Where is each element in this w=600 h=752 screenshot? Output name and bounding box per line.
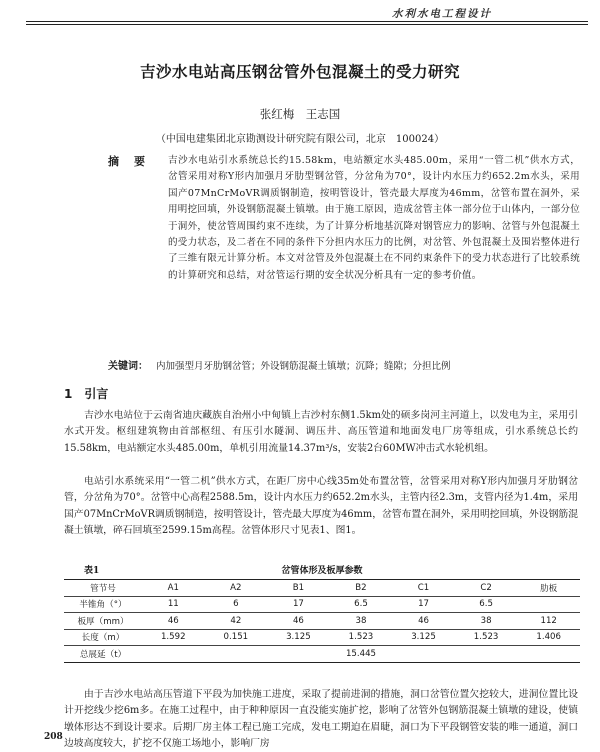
table-row <box>64 596 580 613</box>
section-heading-introduction: 1 引言 <box>64 387 109 401</box>
abstract-label: 摘 要 <box>108 155 147 168</box>
table-cell: 17 <box>267 596 330 613</box>
table-header-row <box>64 580 580 597</box>
table-cell: 6.5 <box>455 596 518 613</box>
paragraph-2: 电站引水系统采用“一管二机”供水方式，在距厂房中心线35m处布置岔管，岔管采用对称Y形内加强月牙肋钢岔管，分岔角为70°。岔管中心高程2588.5m，设计内水压力约652.2m水头，主管内径2.3m，支管内径为1.4m，采用国产07MnCrMoVR调质钢制造，按明管设计，管壳最大厚度为46mm，岔管布置在洞外，采用明挖回填，外设钢筋混凝土镇墩，碎石回填至2599.15m高程。岔管体形尺寸见表1、图1。 <box>64 476 578 536</box>
table-cell: 1.523 <box>455 629 518 646</box>
table-cell: 46 <box>142 613 205 630</box>
parameter-table <box>64 579 580 663</box>
paper-title: 吉沙水电站高压钢岔管外包混凝土的受力研究 <box>139 63 460 81</box>
authors: 张红梅 王志国 <box>259 107 341 121</box>
table-caption <box>64 563 580 577</box>
table-row <box>64 613 580 630</box>
table-cell: 1.592 <box>142 629 205 646</box>
keywords-text: 内加强型月牙肋钢岔管；外设钢筋混凝土镇墩；沉降；缝隙；分担比例 <box>156 361 451 372</box>
table-total-row <box>64 646 580 663</box>
running-head: 水利水电工程设计 <box>392 8 492 20</box>
affiliation: （中国电建集团北京勘测设计研究院有限公司，北京 100024） <box>155 134 445 145</box>
table-cell: 半锥角（°） <box>64 596 142 613</box>
header-rule-thin <box>26 24 588 25</box>
table-cell: 46 <box>267 613 330 630</box>
table-cell: 17 <box>392 596 455 613</box>
table-cell: 0.151 <box>205 629 268 646</box>
table-cell: 长度（m） <box>64 629 142 646</box>
page-number: 208 <box>44 732 63 742</box>
table-header-cell: 管节号 <box>64 580 142 597</box>
table-cell: 板厚（mm） <box>64 613 142 630</box>
table-cell: 11 <box>142 596 205 613</box>
header-rule <box>26 21 588 22</box>
table-cell <box>517 596 580 613</box>
table-label: 表1 <box>84 566 100 576</box>
table-header-cell: 肋板 <box>517 580 580 597</box>
table-cell: 6 <box>205 596 268 613</box>
paragraph-1: 吉沙水电站位于云南省迪庆藏族自治州小中甸镇上吉沙村东侧1.5km处的硕多岗河主河道上，以发电为主，采用引水式开发。枢纽建筑物由首部枢纽、有压引水隧洞、调压井、高压管道和地面发电厂房等组成，引水系统总长约15.58km，电站额定水头485.00m，单机引用流量14.37m³/s，安装2台60MW冲击式水轮机组。 <box>64 410 578 454</box>
table-header-cell: C1 <box>392 580 455 597</box>
table-cell: 38 <box>330 613 393 630</box>
table-1 <box>64 563 580 663</box>
table-header-cell: A1 <box>142 580 205 597</box>
table-header-cell: B2 <box>330 580 393 597</box>
table-title: 岔管体形及板厚参数 <box>281 566 363 576</box>
table-cell: 38 <box>455 613 518 630</box>
keywords <box>108 357 588 372</box>
table-cell: 46 <box>392 613 455 630</box>
keywords-label: 关键词： <box>108 361 148 372</box>
table-header-cell: B1 <box>267 580 330 597</box>
table-cell: 6.5 <box>330 596 393 613</box>
paragraph-3: 由于吉沙水电站高压管道下平段为加快施工进度，采取了提前进洞的措施，洞口岔管位置欠挖较大，进洞位置比设计开挖线少挖6m多。在施工过程中，由于种种原因一直没能实施扩挖，影响了岔管外包钢筋混凝土镇墩的建设，使镇墩体形达不到设计要求。后期厂房主体工程已施工完成，发电工期迫在眉睫，洞口为下平段钢管安装的唯一通道，洞口边坡高度较大，扩挖不仅施工场地小，影响厂房 <box>64 689 578 749</box>
table-total-value: 15.445 <box>142 646 580 663</box>
table-total-label: 总展延（t） <box>64 646 142 663</box>
table-row <box>64 629 580 646</box>
table-cell: 3.125 <box>392 629 455 646</box>
table-cell: 1.523 <box>330 629 393 646</box>
table-cell: 3.125 <box>267 629 330 646</box>
abstract-text: 吉沙水电站引水系统总长约15.58km，电站额定水头485.00m，采用“一管二机”供水方式，岔管采用对称Y形内加强月牙肋型钢岔管，分岔角为70°，设计内水压力约652.2m水头，采用国产07MnCrMoVR调质钢制造，按明管设计，管壳最大厚度为46mm，岔管布置在洞外，采用明挖回填，外设钢筋混凝土镇墩。由于施工原因，造成岔管主体一部分位于山体内，一部分位于洞外，使岔管周围约束不连续，为了计算分析地基沉降对钢管应力的影响、岔管与外包混凝土的受力状态，及二者在不同的条件下分担内水压力的比例，对岔管、外包混凝土及围岩整体进行了三维有限元计算分析。本文对岔管及外包混凝土在不同约束条件下的受力状态进行了比较系统的计算研究和总结，对岔管运行期的安全状况分析具有一定的参考价值。 <box>168 155 580 281</box>
table-header-cell: C2 <box>455 580 518 597</box>
table-cell: 1.406 <box>517 629 580 646</box>
table-header-cell: A2 <box>205 580 268 597</box>
table-cell: 112 <box>517 613 580 630</box>
table-cell: 42 <box>205 613 268 630</box>
